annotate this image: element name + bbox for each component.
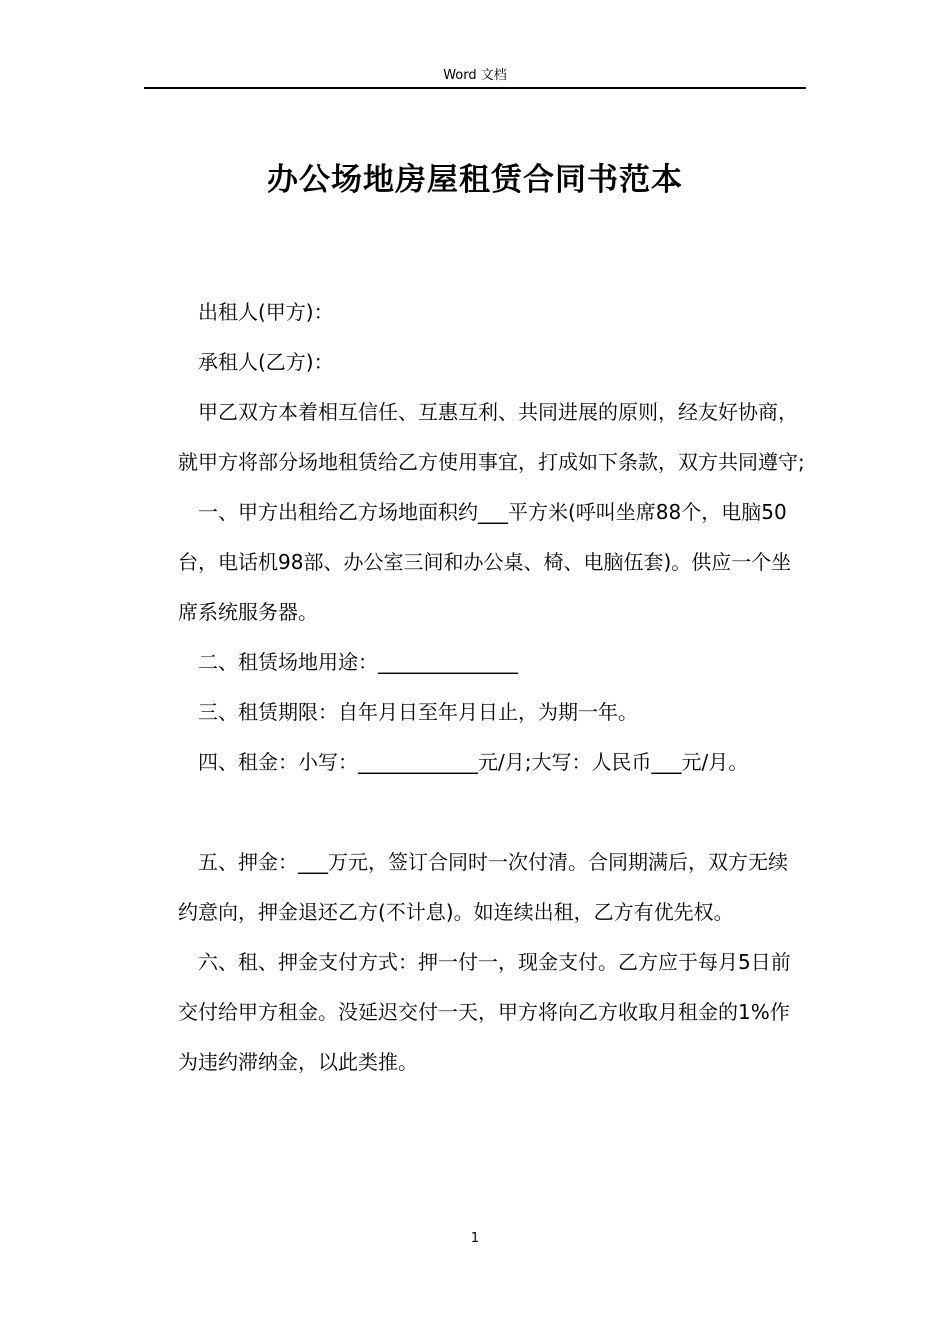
- header-divider: [144, 87, 806, 89]
- paragraph-clause-6: 六、租、押金支付方式：押一付一，现金支付。乙方应于每月5日前交付给甲方租金。没延迟交付一天，甲方将向乙方收取月租金的1%作为违约滞纳金，以此类推。: [178, 950, 791, 1074]
- paragraph-clause-1: 一、甲方出租给乙方场地面积约___平方米(呼叫坐席88个，电脑50台，电话机98部、办公室三间和办公桌、椅、电脑伍套)。供应一个坐席系统服务器。: [178, 500, 792, 624]
- paragraph-clause-5: 五、押金：___万元，签订合同时一次付清。合同期满后，双方无续约意向，押金退还乙方(不计息)。如连续出租，乙方有优先权。: [178, 850, 788, 924]
- paragraph-preamble: 甲乙双方本着相互信任、互惠互利、共同进展的原则，经友好协商，就甲方将部分场地租赁给乙方使用事宜，打成如下条款，双方共同遵守;: [178, 400, 805, 474]
- blank-line: [178, 787, 806, 837]
- paragraph-clause-4: 四、租金：小写：____________元/月;大写：人民币___元/月。: [198, 750, 749, 774]
- paragraph-lessee: 承租人(乙方)：: [198, 350, 334, 374]
- paragraph-clause-2: 二、租赁场地用途：______________: [198, 650, 518, 674]
- page-header-label: Word 文档: [443, 68, 507, 83]
- page-number: 1: [470, 1231, 480, 1246]
- document-title: 办公场地房屋租赁合同书范本: [267, 162, 683, 198]
- document-body: [178, 287, 806, 1087]
- paragraph-lessor: 出租人(甲方)：: [198, 300, 334, 324]
- paragraph-clause-3: 三、租赁期限：自年月日至年月日止，为期一年。: [198, 700, 638, 724]
